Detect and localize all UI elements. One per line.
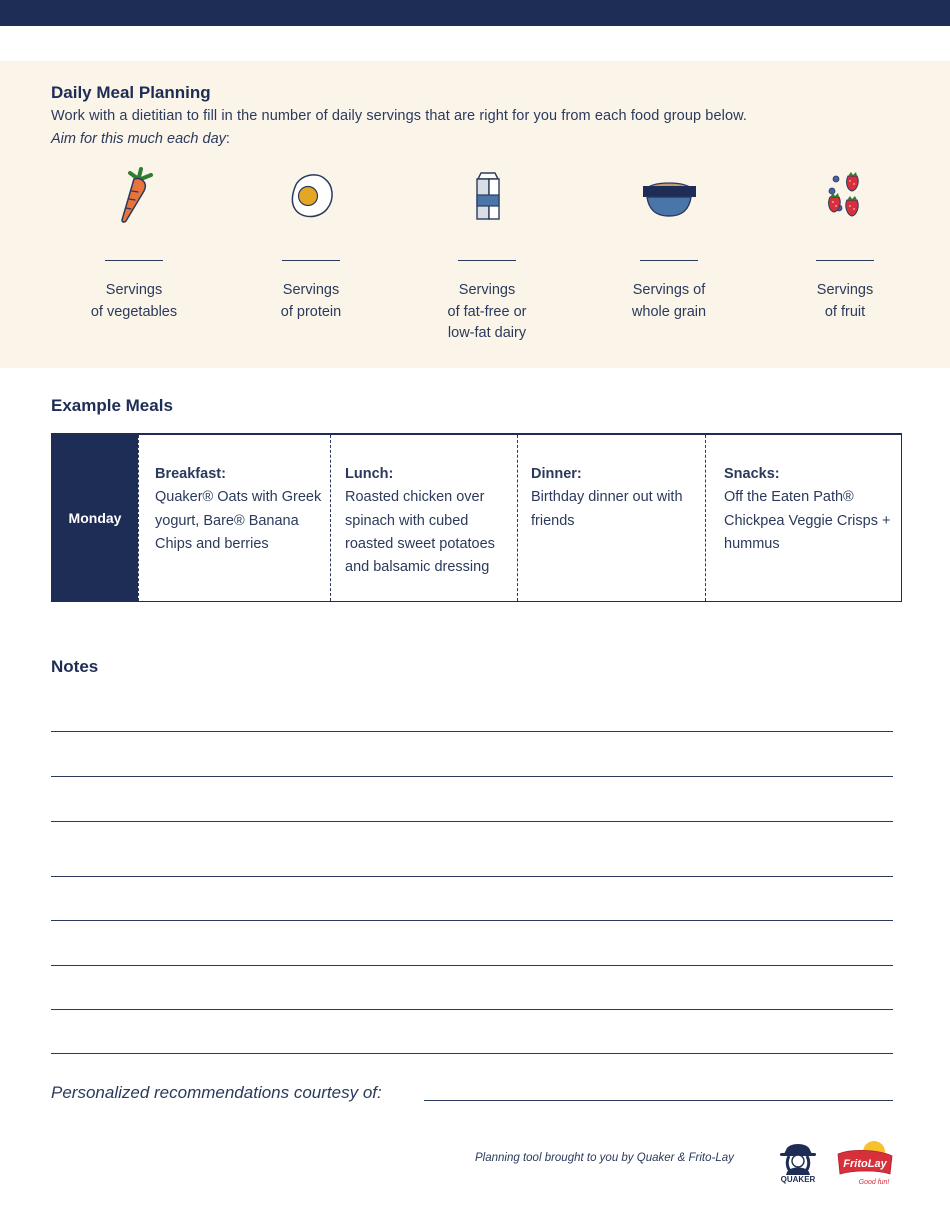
whole-grain-servings-blank[interactable] <box>640 260 698 261</box>
quaker-logo-text: QUAKER <box>780 1175 816 1184</box>
fruit-servings-blank[interactable] <box>816 260 874 261</box>
fritolay-logo <box>834 1138 896 1188</box>
fritolay-tagline: Good fun! <box>858 1179 890 1186</box>
meal-text-lunch: Roasted chicken over spinach with cubed roasted sweet potatoes and balsamic dressing <box>345 489 495 576</box>
whole-grain-label-line2: whole grain <box>631 303 707 320</box>
notes-line[interactable] <box>51 1009 893 1010</box>
vegetables-servings-blank[interactable] <box>105 260 163 261</box>
protein-servings-blank[interactable] <box>282 260 340 261</box>
protein-label-line1: Servings <box>282 282 340 298</box>
notes-line[interactable] <box>51 965 893 966</box>
whole-grain-label <box>594 280 744 323</box>
intro-text: Work with a dietitian to fill in the number of daily servings that are right for you from each food group below. <box>51 108 748 124</box>
fritolay-logo-text: FritoLay <box>843 1158 887 1170</box>
protein-label <box>236 280 386 323</box>
food-group-protein <box>236 165 386 323</box>
protein-label-line2: of protein <box>280 303 342 320</box>
grain-bowl-icon <box>639 165 699 225</box>
dairy-label-line2: of fat-free or <box>447 303 527 320</box>
example-meals-title: Example Meals <box>51 396 173 415</box>
meal-text-breakfast: Quaker® Oats with Greek yogurt, Bare® Banana Chips and berries <box>155 489 322 552</box>
dairy-label <box>412 280 562 345</box>
meal-text-snacks: Off the Eaten Path® Chickpea Veggie Crisps + hummus <box>724 489 891 552</box>
notes-line[interactable] <box>51 776 893 777</box>
meal-label-lunch: Lunch: <box>345 466 394 482</box>
daily-meal-planning-title: Daily Meal Planning <box>51 83 211 102</box>
vegetables-label-line2: of vegetables <box>90 303 178 320</box>
berries-icon <box>815 165 875 225</box>
aim-label: Aim for this much each day <box>51 131 226 147</box>
notes-line[interactable] <box>51 1053 893 1054</box>
notes-line[interactable] <box>51 821 893 822</box>
meal-cell-dinner <box>517 435 705 601</box>
aim-text <box>51 131 230 147</box>
fruit-label <box>770 280 920 323</box>
notes-line[interactable] <box>51 876 893 877</box>
food-group-dairy <box>412 165 562 345</box>
day-label: Monday <box>52 435 138 601</box>
daily-meal-planning-section <box>0 61 950 368</box>
carrot-icon <box>104 165 164 225</box>
notes-line[interactable] <box>51 920 893 921</box>
example-meals-table <box>51 433 902 602</box>
fried-egg-icon <box>281 165 341 225</box>
meal-label-dinner: Dinner: <box>531 466 582 482</box>
vegetables-label <box>59 280 209 323</box>
fruit-label-line2: of fruit <box>824 303 866 320</box>
milk-carton-icon <box>457 165 517 225</box>
food-group-vegetables <box>59 165 209 323</box>
quaker-logo <box>772 1140 824 1184</box>
courtesy-label: Personalized recommendations courtesy of: <box>51 1083 382 1102</box>
whole-grain-label-line1: Servings of <box>632 282 706 298</box>
fruit-label-line1: Servings <box>816 282 874 298</box>
aim-colon: : <box>225 131 230 147</box>
dairy-label-line3: low-fat dairy <box>447 325 527 341</box>
notes-line[interactable] <box>51 731 893 732</box>
meal-cell-lunch <box>330 435 517 601</box>
meal-label-breakfast: Breakfast: <box>155 466 226 482</box>
vegetables-label-line1: Servings <box>105 282 163 298</box>
meal-cell-snacks <box>705 435 901 601</box>
food-group-fruit <box>770 165 920 323</box>
sponsor-text: Planning tool brought to you by Quaker & Frito-Lay <box>475 1152 734 1164</box>
food-group-whole-grain <box>594 165 744 323</box>
notes-title: Notes <box>51 657 99 676</box>
top-banner <box>0 0 950 26</box>
dairy-label-line1: Servings <box>458 282 516 298</box>
courtesy-signature-line[interactable] <box>424 1100 893 1101</box>
meal-cell-breakfast <box>138 435 330 601</box>
meal-label-snacks: Snacks: <box>724 466 780 482</box>
dairy-servings-blank[interactable] <box>458 260 516 261</box>
meal-text-dinner: Birthday dinner out with friends <box>531 489 683 529</box>
